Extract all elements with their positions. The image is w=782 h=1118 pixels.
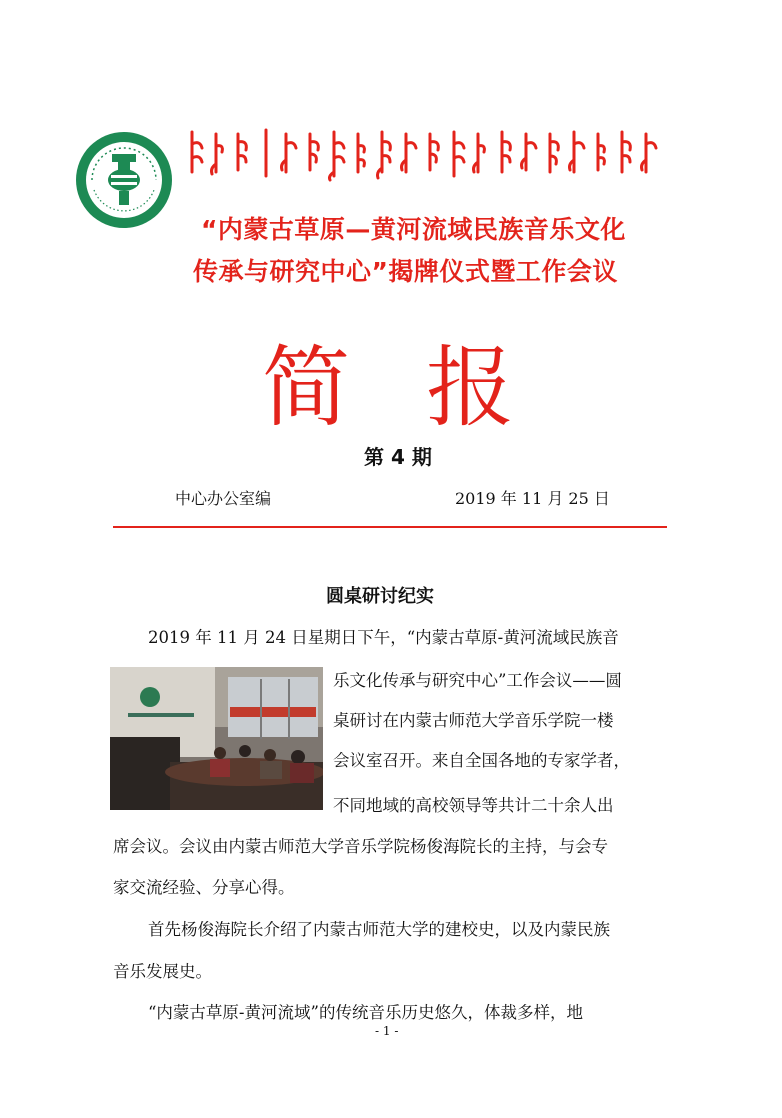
meeting-photo xyxy=(110,667,323,810)
article-line-2: 乐文化传承与研究中心”工作会议——圆 xyxy=(333,671,622,690)
page-number: - 1 - xyxy=(375,1024,399,1038)
editor-line: 中心办公室编 xyxy=(175,489,272,508)
article-line-7: 家交流经验、分享心得。 xyxy=(113,878,295,897)
article-line-10: “内蒙古草原-黄河流域”的传统音乐历史悠久，体裁多样，地 xyxy=(148,1003,583,1022)
conference-title-line-2: 传承与研究中心”揭牌仪式暨工作会议 xyxy=(193,257,618,286)
header-divider xyxy=(113,526,667,528)
article-line-9: 音乐发展史。 xyxy=(113,962,212,981)
conference-title-line-1: “内蒙古草原—黄河流域民族音乐文化 xyxy=(201,215,626,244)
article-line-3: 桌研讨在内蒙古师范大学音乐学院一楼 xyxy=(333,711,614,730)
bulletin-title xyxy=(262,318,514,444)
article-line-1: 2019 年 11 月 24 日星期日下午，“内蒙古草原-黄河流域民族音 xyxy=(148,628,619,647)
article-line-8: 首先杨俊海院长介绍了内蒙古师范大学的建校史，以及内蒙民族 xyxy=(148,920,610,939)
article-line-5: 不同地域的高校领导等共计二十余人出 xyxy=(333,796,614,815)
article-line-4: 会议室召开。来自全国各地的专家学者， xyxy=(333,751,630,770)
article-line-6: 席会议。会议由内蒙古师范大学音乐学院杨俊海院长的主持，与会专 xyxy=(113,837,608,856)
bulletin-title-char-1: 简 xyxy=(262,336,351,439)
mongolian-script-title xyxy=(186,124,666,184)
issue-number: 第 4 期 xyxy=(364,445,432,469)
article-heading: 圆桌研讨纪实 xyxy=(326,586,434,607)
university-logo xyxy=(76,132,172,228)
bulletin-title-char-2: 报 xyxy=(426,336,515,439)
publish-date: 2019 年 11 月 25 日 xyxy=(455,489,610,508)
logo-emblem-icon xyxy=(86,142,162,218)
